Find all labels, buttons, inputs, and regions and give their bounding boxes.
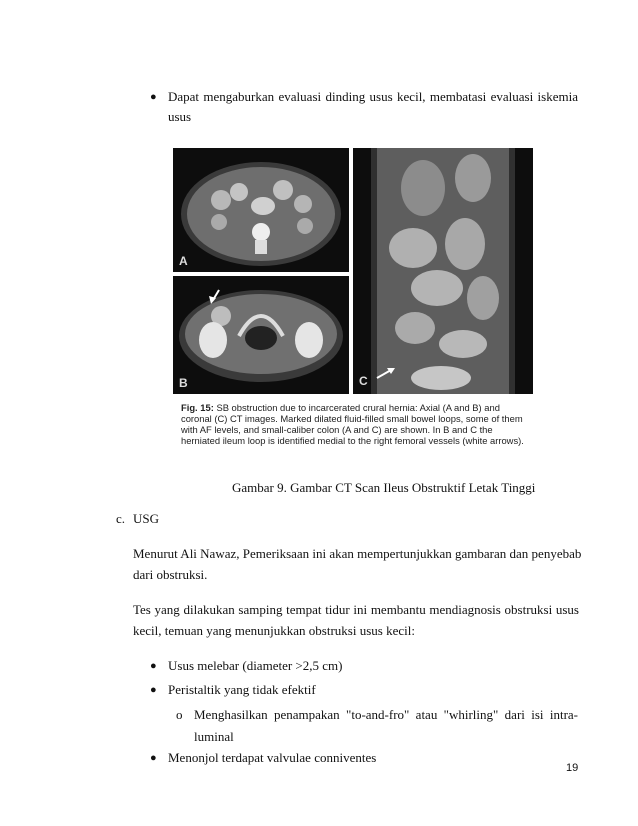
ct-scan-figure	[173, 148, 533, 466]
page-number: 19	[566, 762, 579, 774]
ct-panel-b	[173, 276, 349, 394]
ct-axial-image-b	[173, 276, 349, 394]
caption-label: Fig. 15:	[181, 402, 214, 413]
bullet-dot: ●	[150, 684, 157, 696]
panel-label-c: C	[359, 374, 368, 388]
paragraph-1-line1: Menurut Ali Nawaz, Pemeriksaan ini akan mempertunjukkan gambaran dan penyebab	[133, 546, 582, 561]
panel-label-a: A	[179, 254, 188, 268]
figure-title: Gambar 9. Gambar CT Scan Ileus Obstruktif Letak Tinggi	[232, 480, 536, 495]
paragraph-1-line2: dari obstruksi.	[133, 567, 208, 582]
sub-finding-line2: luminal	[194, 729, 234, 744]
figure-caption	[181, 402, 525, 446]
ct-panel-a	[173, 148, 349, 272]
paragraph-2-line1: Tes yang dilakukan samping tempat tidur ini membantu mendiagnosis obstruksi usus	[133, 602, 579, 617]
finding-item: Usus melebar (diameter >2,5 cm)	[168, 658, 343, 673]
ct-coronal-image-c	[353, 148, 533, 394]
panel-label-b: B	[179, 376, 188, 390]
section-title: USG	[133, 511, 160, 526]
bullet-text-line1: Dapat mengaburkan evaluasi dinding usus kecil, membatasi evaluasi iskemia	[168, 89, 578, 104]
finding-item: Peristaltik yang tidak efektif	[168, 682, 316, 697]
ct-panel-c	[353, 148, 533, 394]
bullet-dot: ●	[150, 91, 157, 103]
section-label: c.	[116, 511, 126, 526]
sub-bullet-marker: o	[176, 707, 183, 722]
bullet-text-line2: usus	[168, 109, 192, 124]
caption-text: SB obstruction due to incarcerated crural hernia: Axial (A and B) and coronal (C) CT images. Marked dilated fluid-filled small bowel loops, some of them with AF levels, and small-caliber colon (A and C) are shown. In B and C the herniated ileum loop is identified medial to the right femoral vessels (white arrows).	[181, 402, 524, 446]
bullet-dot: ●	[150, 752, 157, 764]
paragraph-2-line2: kecil, temuan yang menunjukkan obstruksi usus kecil:	[133, 623, 415, 638]
sub-finding-line1: Menghasilkan penampakan "to-and-fro" atau "whirling" dari isi intra-	[194, 707, 578, 722]
bullet-dot: ●	[150, 660, 157, 672]
finding-item: Menonjol terdapat valvulae conniventes	[168, 750, 377, 765]
ct-axial-image-a	[173, 148, 349, 272]
